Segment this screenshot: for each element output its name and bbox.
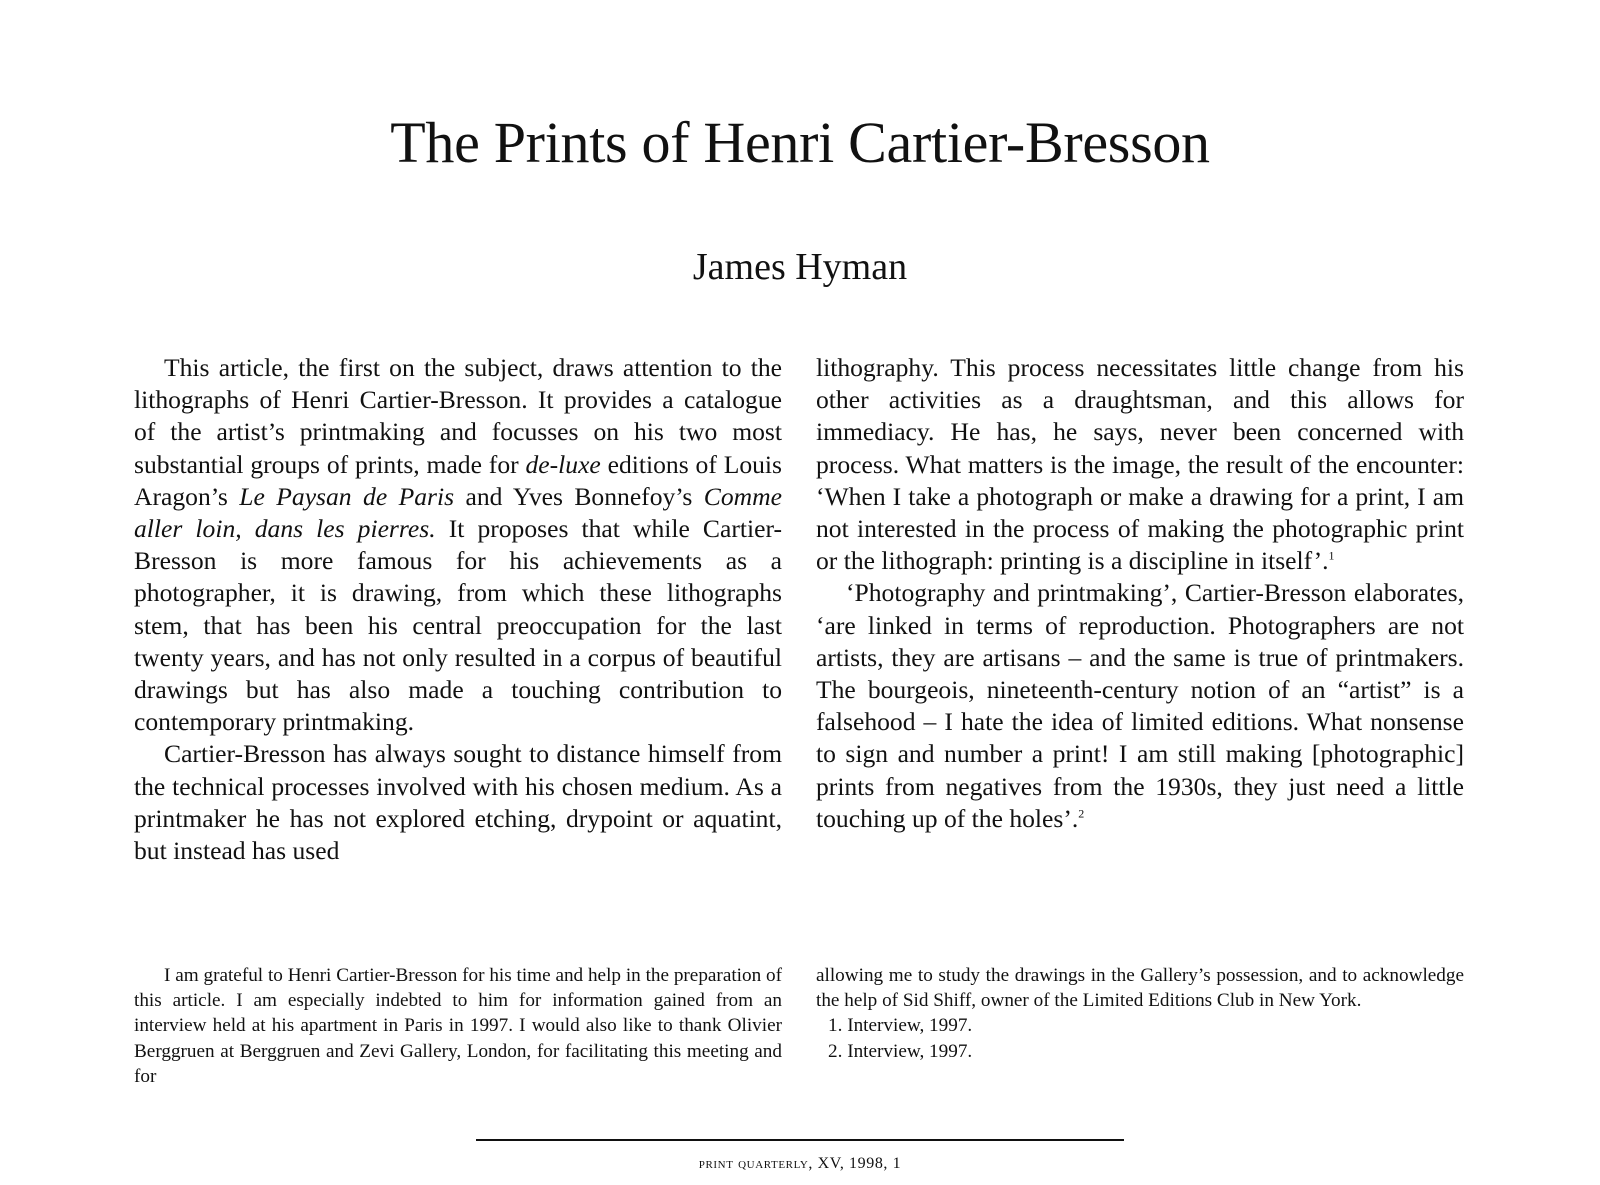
page-footer <box>0 1153 1600 1175</box>
acknowledgement-note-right <box>816 963 1464 1064</box>
abstract-text-3: and Yves Bonnefoy’s <box>454 481 704 511</box>
journal-name: print quarterly <box>698 1155 809 1172</box>
footnote-item: 2. Interview, 1997. <box>828 1040 973 1062</box>
body-paragraph <box>816 352 1464 577</box>
body-paragraph-text: ‘Photography and printmaking’, Cartier-Bresson elaborates, ‘are linked in terms of reproduction. Photographers are not artists, they are artisans – and the same is true of printmakers. The bourgeois, nineteenth-century notion of an “artist” is a falsehood – I hate the idea of limited editions. What nonsense to sign and number a print! I am still making [photographic] prints from negatives from the 1930s, they just need a little touching up of the holes’. <box>816 578 1464 833</box>
abstract-italic-deluxe: de-luxe <box>525 449 601 479</box>
footer-rule <box>476 1139 1124 1141</box>
body-paragraph <box>816 577 1464 835</box>
abstract-text-1: This article, the first on the subject, draws attention to the lithographs of Henri Cartier-Bresson. It provides a catalogue of the artist’s printmaking and focusses on his two most substantial groups of prints, made for <box>134 353 782 479</box>
abstract-paragraph <box>134 352 782 738</box>
acknowledgement-text: I am grateful to Henri Cartier-Bresson for his time and help in the preparation of this article. I am especially indebted to him for information gained from an interview held at his apartment in Paris in 1997. I would also like to thank Olivier Berggruen at Berggruen and Zevi Gallery, London, for facilitating this meeting and for <box>134 965 782 1087</box>
acknowledgement-note-left <box>134 963 782 1089</box>
journal-issue: , XV, 1998, 1 <box>808 1155 902 1172</box>
abstract-text-4: It proposes that while Cartier-Bresson is more famous for his achievements as a photographer, it is drawing, from which these lithographs stem, that has been his central preoccupation for the last twenty years, and has not only resulted in a corpus of beautiful drawings but has also made a touching contribution to contemporary printmaking. <box>134 514 782 737</box>
body-column-left <box>134 352 782 867</box>
footnote-ref: 1 <box>1328 548 1335 563</box>
footnote-ref: 2 <box>1078 806 1085 821</box>
article-author: James Hyman <box>692 246 908 288</box>
abstract-italic-comme: Comme aller loin, dans les pierres. <box>134 481 782 544</box>
body-paragraph: Cartier-Bresson has always sought to distance himself from the technical processes involved with his chosen medium. As a printmaker he has not explored etching, drypoint or aquatint, but instead has used <box>134 739 782 866</box>
body-column-right <box>816 352 1464 835</box>
acknowledgement-text: allowing me to study the drawings in the Gallery’s possession, and to acknowledge the help of Sid Shiff, owner of the Limited Editions Club in New York. <box>816 965 1464 1012</box>
footnote-item: 1. Interview, 1997. <box>828 1015 973 1037</box>
article-title: The Prints of Henri Cartier-Bresson <box>390 110 1210 175</box>
abstract-text-2: editions of Louis Aragon’s <box>134 449 782 511</box>
body-paragraph-text: lithography. This process necessitates little change from his other activities as a draughtsman, and this allows for immediacy. He has, he says, never been concerned with process. What matters is the image, the result of the encounter: ‘When I take a photograph or make a drawing for a print, I am not interested in the process of making the photographic print or the lithograph: printing is a discipline in itself’. <box>816 353 1464 576</box>
abstract-italic-paysan: Le Paysan de Paris <box>239 481 455 511</box>
